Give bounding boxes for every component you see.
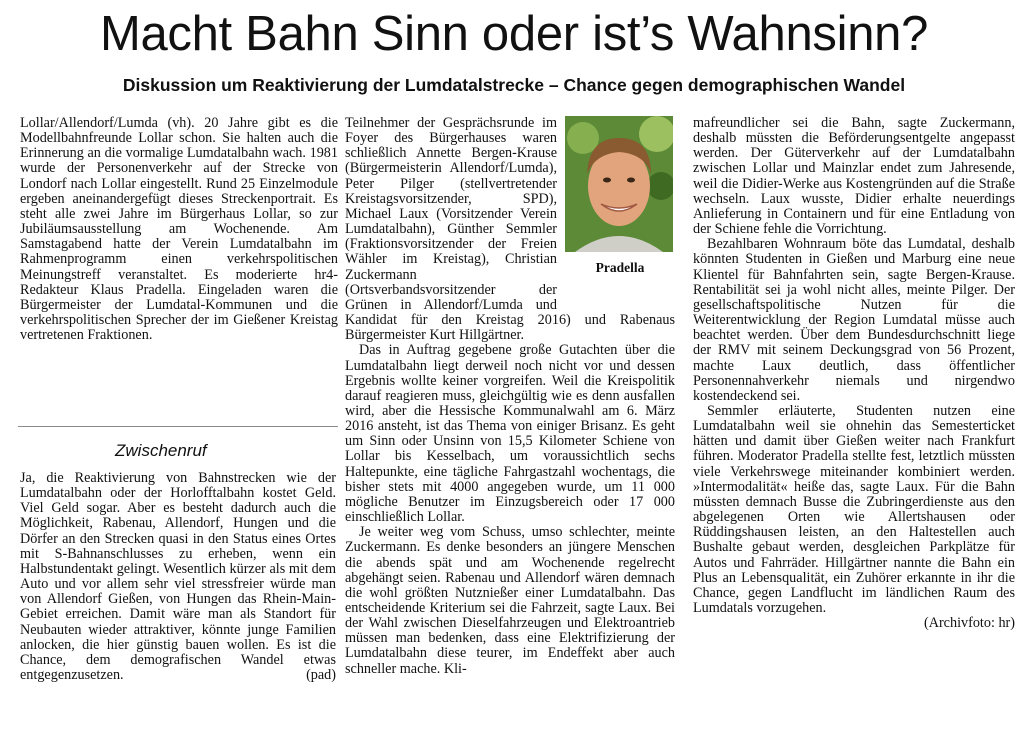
headline: Macht Bahn Sinn oder ist’s Wahnsinn?: [99, 7, 929, 61]
photo-caption: Pradella: [595, 260, 645, 275]
paragraph: Semmler erläuterte, Studenten nutzen eine Lumdatalbahn weil sie ohnehin das Semesterticket hätten und damit über Gießen weiter nach Frankfurt führen. Moderator Pradella stellte fest, letztlich müssten viele Verkehrswege miteinander kombiniert werden. »Intermodalität« heiße das, sagte Laux. Für die Bahn müssten demnach Busse die Zubringerdienste aus den abgelegenen Orten wie Allertshausen oder Rüddingshausen leisten, an den Haltestellen auch Bushalte gebaut werden, desgleichen Parkplätze für Autos und Fahrräder. Hillgärtner nannte die Bahn ein Plus an Lebensqualität, ein Zuhörer erkannte in ihr die Chance, gegen Landflucht im ländlichen Raum des Lumdatals vorzugehen.: [693, 402, 1015, 616]
paragraph: Lollar/Allendorf/Lumda (vh). 20 Jahre gibt es die Modellbahnfreunde Lollar schon. Sie halten auch die Erinnerung an die vormalige Lumdatalbahn wach. 1981 wurde der Personenverkehr auf der Strecke von Londorf nach Lollar eingestellt. Rund 25 Einzelmodule ergeben aneinandergefügt dieses Streckenportrait. Es steht alle zwei Jahre im Bürgerhaus Lollar, so zur Jubiläumsausstellung am Wochenende. Am Samstagabend hatte der Verein Lumdatalbahn im Rahmenprogramm einen verkehrspolitischen Meinungstreff veranstaltet. Es moderierte hr4-Redakteur Klaus Pradella. Eingeladen waren die Bürgermeister der Lumdatal-Kommunen und die verkehrspolitischen Sprecher der im Gießener Kreistag vertretenen Fraktionen.: [20, 115, 338, 344]
photo-credit: (Archivfoto: hr): [923, 615, 1015, 632]
paragraph: Bezahlbaren Wohnraum böte das Lumdatal, deshalb könnten Studenten in Gießen und Marburg eine neue Klientel für Bahnfahrten sein, sagte Bergen-Krause. Rentabilität sei ja wohl nicht alles, meinte Pilger. Der gesellschaftspolitische Nutzen für die Weiterentwicklung der Region Lumdatal müsse auch beachtet werden. Über dem Bundesdurchschnitt liege der RMV mit seinem Deckungsgrad von 56 Prozent, machte Laux deutlich, dass öffentlicher Personennahverkehr niemals und nirgendwo kostendeckend sei.: [693, 236, 1015, 404]
paragraph: mafreundlicher sei die Bahn, sagte Zuckermann, deshalb müssten die Beförderungsentgelte angepasst werden. Der Güterverkehr auf der Lumdatalbahn zwischen Lollar und Mainzlar endet zum Jahresende, weil die Didier-Werke aus Kostengründen auf die Straße wechseln. Laux wusste, Didier erhalte neuerdings Anlieferung in Containern und für eine Entladung von der Schiene fehle die Vorrichtung.: [693, 115, 1015, 238]
paragraph: Teilnehmer der Gesprächsrunde im Foyer des Bürgerhauses waren schließlich Annette Bergen-Krause (Bürgermeisterin Allendorf/Lumda), Peter Pilger (stellvertretender Kreistagsvorsitzender, SPD), Michael Laux (Vorsitzender Verein Lumdatalbahn), Günther Semmler (Fraktionsvorsitzender der Freien Wähler im Kreistag), Christian Zuckermann (Ortsverbandsvorsitzender der Grünen in Allendorf/Lumda und Kandidat für den Kreistag 2016) und Rabenaus Bürgermeister Kurt Hillgärtner.: [345, 115, 675, 344]
portrait-photo: [565, 116, 673, 252]
zwischenruf-author: (pad): [306, 667, 336, 684]
zwischenruf-box: [18, 426, 338, 737]
paragraph: Das in Auftrag gegebene große Gutachten über die Lumdatalbahn liegt derweil noch nicht vor und dessen Ergebnis wollte keiner vorgreifen. Weil die Kreispolitik darauf reagieren muss, gleichgültig wie es denn ausfallen wird, aber die Hessische Kommunalwahl am 6. März 2016 ansteht, ist das Thema von einiger Brisanz. Es geht um Sinn oder Unsinn von 15,5 Kilometer Schiene von Lollar bis Kesselbach, um voraussichtlich sechs Haltepunkte, eine tägliche Fahrgastzahl wochentags, die bisher stets mit 4000 angegeben wurde, um 11 000 mögliche Benutzer im Einzugsbereich oder 17 000 einschließlich Lollar.: [345, 342, 675, 526]
column-3: [693, 116, 1015, 631]
portrait-figure: [565, 116, 675, 304]
zwischenruf-text: [18, 471, 338, 683]
zwischenruf-title: Zwischenruf: [115, 441, 207, 460]
column-2: [345, 116, 675, 677]
zwischenruf-body: Ja, die Reaktivierung von Bahnstrecken wie der Lumdatalbahn oder der Horlofftalbahn kostet Geld. Viel Geld sogar. Aber es besteht dadurch auch die Möglichkeit, Rabenau, Allendorf, Hungen und die Dörfer an den Strecken quasi in den Status eines Ortes mit S-Bahnanschlusses zu erheben, wenn ein Halbstundentakt gelingt. Wesentlich kürzer als mit dem Auto und vor allem sehr viel stressfreier würde man von Allendorf Gießen, von Hungen das Rhein-Main-Gebiet erreichen. Damit wäre man als Standort für Neubauten wieder attraktiver, könnte junge Familien anlocken, die hier günstig bauen wollen. Es ist die Chance, dem demografischen Wandel etwas entgegenzusetzen.: [20, 470, 336, 684]
column-1: [20, 116, 338, 343]
subheadline: Diskussion um Reaktivierung der Lumdatalstrecke – Chance gegen demographischen Wandel: [122, 75, 906, 95]
paragraph: Je weiter weg vom Schuss, umso schlechter, meinte Zuckermann. Es denke besonders an jüngere Menschen die abends spät und am Wochenende regelrecht abgehängt seien. Rabenau und Allendorf wären demnach die wohl größten Nutznießer einer Lumdatalbahn. Das entscheidende Kriterium sei die Fahrzeit, sagte Laux. Bei der Wahl zwischen Dieselfahrzeugen und Elektroantrieb müssen man bedenken, dass eine Elektrifizierung der Lumdatalbahn diese teurer, im Endeffekt aber auch schneller mache. Kli-: [345, 524, 675, 677]
